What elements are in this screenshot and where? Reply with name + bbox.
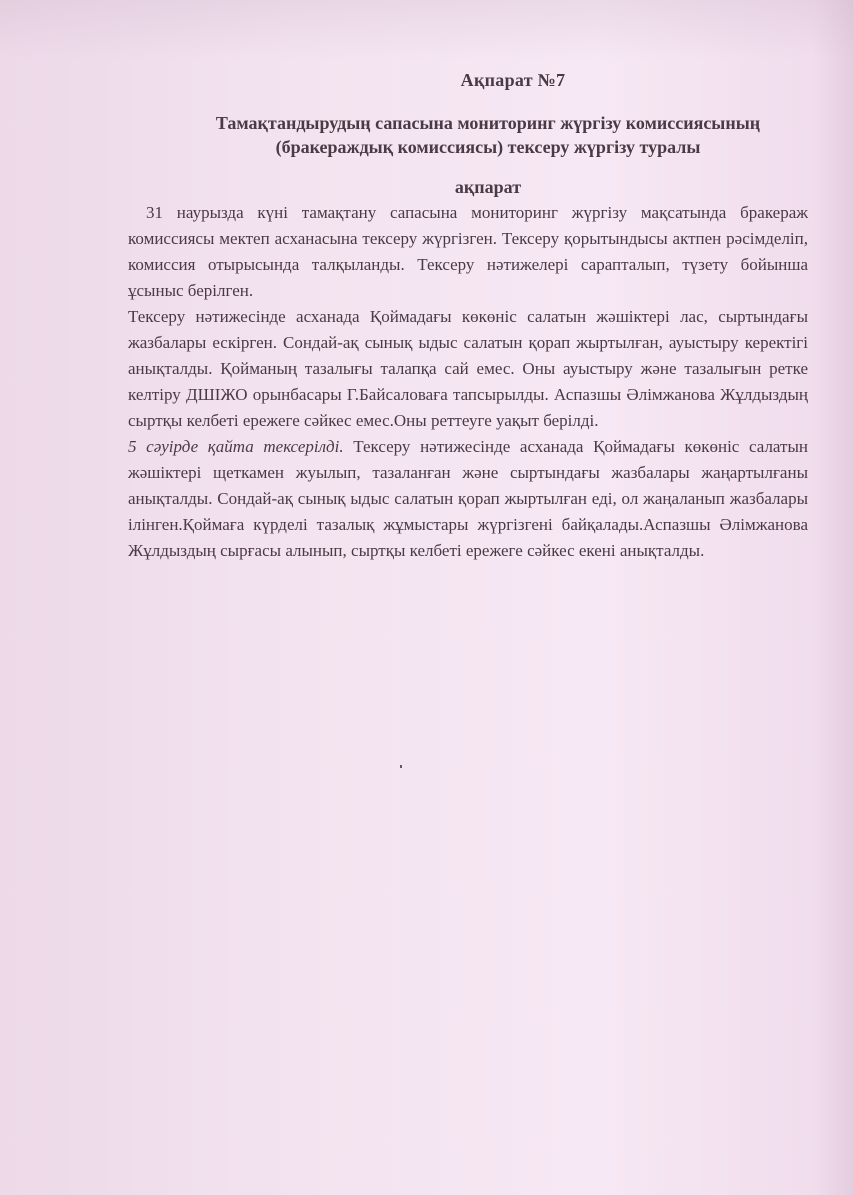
reinspection-text: Тексеру нәтижесінде асханада Қоймадағы көкөніс салатын жәшіктері щеткамен жуылып, тазаланған және сыртындағы жазбалары жаңартылғаны анықталды. Сондай-ақ сынық ыдыс салатын қорап жыртылған еді, ол жаңаланып жазбалары ілінген.Қоймаға күрделі тазалық жұмыстары жүргізгені байқалады.Аспазшы Әлімжанова Жұлдыздың сырғасы алынып, сыртқы келбеті ережеге сәйкес екені анықталды. [128, 437, 808, 560]
reinspection-date: 5 сәуірде қайта тексерілді. [128, 437, 344, 456]
document-title-line-2: (бракераждық комиссиясы) тексеру жүргізу туралы [275, 137, 701, 157]
document-number: Ақпарат №7 [460, 70, 566, 90]
paragraph-reinspection [128, 434, 808, 564]
document-title-line-1: Тамақтандырудың сапасына мониторинг жүргізу комиссиясының [215, 113, 761, 133]
paragraph-first-inspection: 31 наурызда күні тамақтану сапасына мониторинг жүргізу мақсатында бракераж комиссиясы мектеп асханасына тексеру жүргізген. Тексеру қорытындысы актпен рәсімделіп, комиссия отырысында талқыланды. Тексеру нәтижелері сарапталып, түзету бойынша ұсыныс берілген. [128, 203, 808, 300]
paper-speck [400, 765, 402, 768]
document-title [168, 111, 808, 159]
paper-shadow-top [0, 0, 853, 60]
document-body [128, 66, 808, 564]
document-subtitle: ақпарат [454, 177, 522, 197]
paragraph-findings: Тексеру нәтижесінде асханада Қоймадағы көкөніс салатын жәшіктері лас, сыртындағы жазбалары ескірген. Сондай-ақ сынық ыдыс салатын қорап жыртылған, ауыстыру керектігі анықталды. Қойманың тазалығы талапқа сай емес. Оны ауыстыру және тазалығын ретке келтіру ДШІЖО орынбасары Г.Байсаловаға тапсырылды. Аспазшы Әлімжанова Жұлдыздың сыртқы келбеті ережеге сәйкес емес.Оны реттеуге уақыт берілді. [128, 307, 808, 430]
paper-shadow-right [813, 0, 853, 1195]
